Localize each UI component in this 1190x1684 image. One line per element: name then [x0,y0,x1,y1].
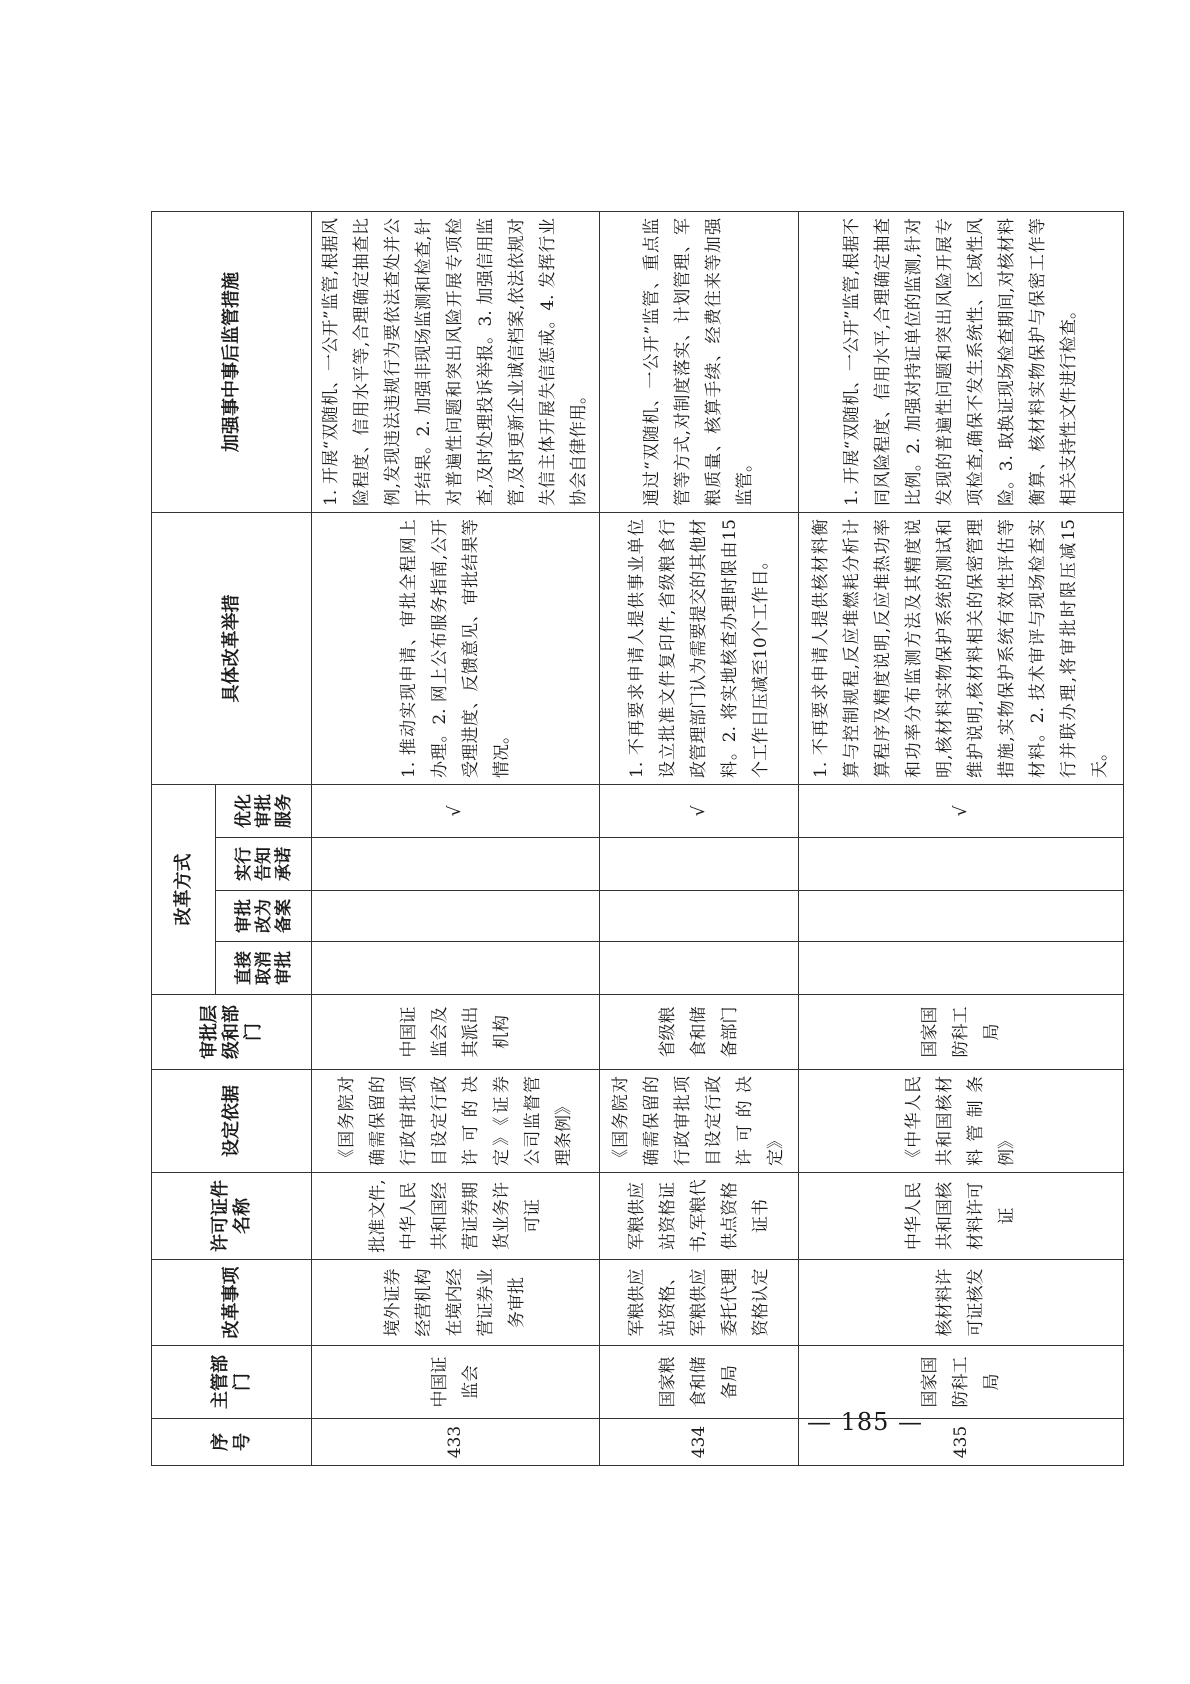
cell-mode-notify [312,838,600,891]
header-measures: 具体改革举措 [152,513,312,785]
cell-supervision: 通过“双随机、一公开”监管、重点监管等方式,对制度落实、计划管理、军粮质量、核算手续、经费往来等加强监管。 [600,212,799,513]
cell-mode-cancel [600,942,799,995]
cell-mode-cancel [312,942,600,995]
table-header [152,212,312,1466]
cell-basis: 《国务院对确需保留的行政审批项目设定行政许可的决定》《证券公司监督管理条例》 [312,1070,600,1173]
page-number: — 185 — [806,1408,924,1436]
cell-dept: 国家粮食和储备局 [600,1346,799,1419]
cell-level: 省级粮食和储备部门 [600,995,799,1070]
table-row [312,212,600,1466]
header-supervision: 加强事中事后监管措施 [152,212,312,513]
header-license: 许可证件名称 [152,1173,312,1260]
cell-measures: 1. 不再要求申请人提供核材料衡算与控制规程,反应堆燃耗分析计算程序及精度说明,反应堆热功率和功率分布监测方法及其精度说明,核材料实物保护系统的测试和维护说明,核材料相关的保密管理措施,实物保护系统有效性评估等材料。2. 技术审评与现场检查实行并联办理,将审批时限压减15天。 [799,513,1124,785]
rotated-page-content [151,212,1110,1466]
header-mode-optimize: 优化审批服务 [216,785,312,838]
cell-dept: 国家国防科工局 [799,1346,1124,1419]
cell-mode-record [799,891,1124,942]
table-row [799,212,1124,1466]
cell-basis: 《国务院对确需保留的行政审批项目设定行政许可的决定》 [600,1070,799,1173]
cell-mode-notify [600,838,799,891]
cell-seq: 433 [312,1419,600,1466]
cell-item: 核材料许可证核发 [799,1260,1124,1346]
header-seq: 序号 [152,1419,312,1466]
cell-mode-record [600,891,799,942]
cell-item: 军粮供应站资格、军粮供应委托代理资格认定 [600,1260,799,1346]
cell-mode-record [312,891,600,942]
header-mode-notify: 实行告知承诺 [216,838,312,891]
table-body [312,212,1124,1466]
header-item: 改革事项 [152,1260,312,1346]
cell-supervision: 1. 开展“双随机、一公开”监管,根据风险程度、信用水平等,合理确定抽查比例,发现违法违规行为要依法查处并公开结果。2. 加强非现场监测和检查,针对普遍性问题和突出风险开展专项检查,及时处理投诉举报。3. 加强信用监管,及时更新企业诚信档案,依法依规对失信主体开展失信惩戒。4. 发挥行业协会自律作用。 [312,212,600,513]
cell-measures: 1. 不再要求申请人提供事业单位设立批准文件复印件,省级粮食行政管理部门认为需要提交的其他材料。2. 将实地核查办理时限由15个工作日压减至10个工作日。 [600,513,799,785]
cell-basis: 《中华人民共和国核材料管制条例》 [799,1070,1124,1173]
table-row [600,212,799,1466]
check-mark: √ [312,785,600,838]
cell-supervision: 1. 开展“双随机、一公开”监管,根据不同风险程度、信用水平,合理确定抽查比例。2. 加强对持证单位的监测,针对发现的普遍性问题和突出风险开展专项检查,确保不发生系统性、区域性风险。3. 取换证现场检查期间,对核材料衡算、核材料实物保护与保密工作等相关支持性文件进行检查。 [799,212,1124,513]
cell-license: 中华人民共和国核材料许可证 [799,1173,1124,1260]
cell-item: 境外证券经营机构在境内经营证券业务审批 [312,1260,600,1346]
cell-license: 军粮供应站资格证书,军粮代供点资格证书 [600,1173,799,1260]
cell-seq: 434 [600,1419,799,1466]
header-reform-mode: 改革方式 [152,785,216,995]
cell-license: 批准文件,中华人民共和国经营证券期货业务许可证 [312,1173,600,1260]
header-mode-record: 审批改为备案 [216,891,312,942]
header-dept: 主管部门 [152,1346,312,1419]
header-basis: 设定依据 [152,1070,312,1173]
check-mark: √ [600,785,799,838]
cell-measures: 1. 推动实现申请、审批全程网上办理。2. 网上公布服务指南,公开受理进度、反馈意见、审批结果等情况。 [312,513,600,785]
cell-level: 国家国防科工局 [799,995,1124,1070]
cell-level: 中国证监会及其派出机构 [312,995,600,1070]
cell-mode-cancel [799,942,1124,995]
cell-mode-notify [799,838,1124,891]
cell-dept: 中国证监会 [312,1346,600,1419]
header-level: 审批层级和部门 [152,995,312,1070]
check-mark: √ [799,785,1124,838]
reform-table [151,211,1124,1466]
cell-seq: 435 [799,1419,1124,1466]
header-mode-cancel: 直接取消审批 [216,942,312,995]
